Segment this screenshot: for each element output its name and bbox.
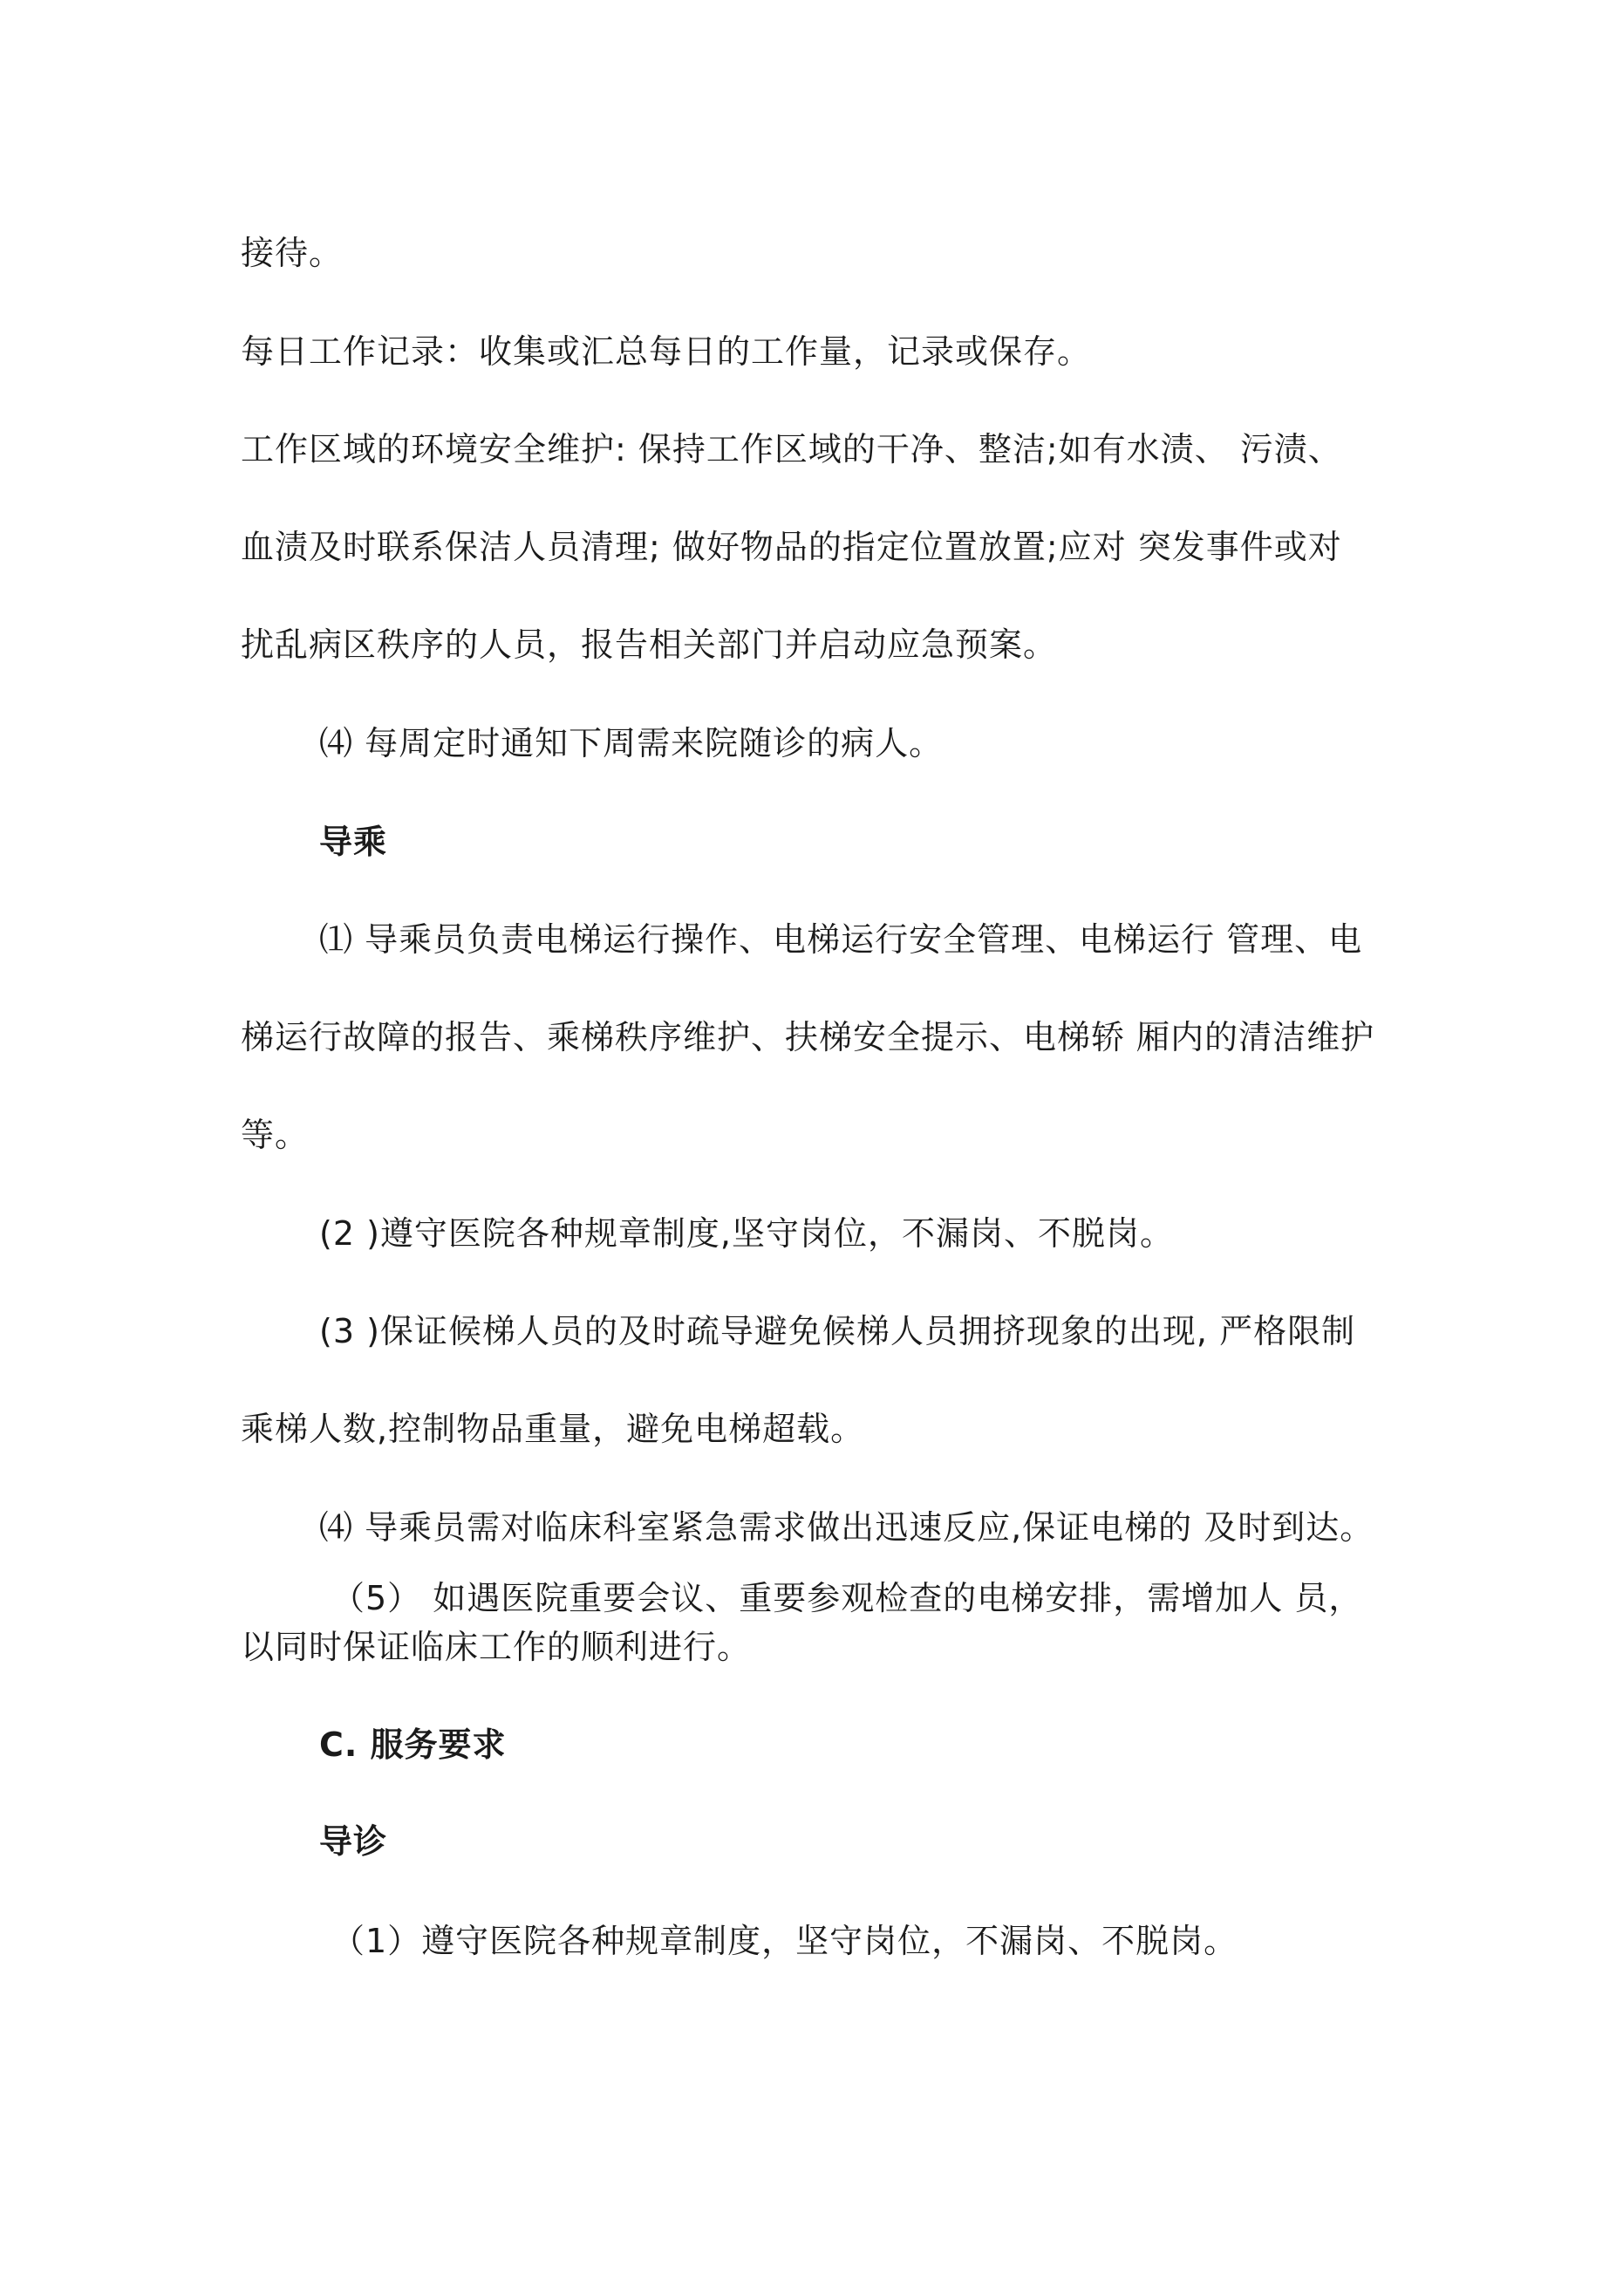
paragraph-line: 扰乱病区秩序的人员，报告相关部门并启动应急预案。 bbox=[241, 625, 1058, 664]
list-item: （5） 如遇医院重要会议、重要参观检查的电梯安排，需增加人 员， bbox=[331, 1579, 1363, 1617]
paragraph-line: 等。 bbox=[241, 1116, 310, 1154]
paragraph-line: 梯运行故障的报告、乘梯秩序维护、扶梯安全提示、电梯轿 厢内的清洁维护 bbox=[241, 1018, 1375, 1056]
section-heading: C. 服务要求 bbox=[319, 1725, 507, 1764]
list-item: (2 )遵守医院各种规章制度,坚守岗位，不漏岗、不脱岗。 bbox=[319, 1214, 1174, 1253]
list-item: ⑷ 导乘员需对临床科室紧急需求做出迅速反应,保证电梯的 及时到达。 bbox=[319, 1508, 1374, 1547]
paragraph-line: 以同时保证临床工作的顺利进行。 bbox=[241, 1628, 752, 1666]
section-heading: 导乘 bbox=[319, 823, 388, 861]
paragraph-line: 每日工作记录：收集或汇总每日的工作量，记录或保存。 bbox=[241, 332, 1092, 371]
paragraph-line: 接待。 bbox=[241, 234, 344, 272]
paragraph-line: 工作区域的环境安全维护: 保持工作区域的干净、整洁;如有水渍、 污渍、 bbox=[241, 430, 1342, 468]
list-item: ⑴ 导乘员负责电梯运行操作、电梯运行安全管理、电梯运行 管理、电 bbox=[319, 920, 1363, 959]
list-item: (3 )保证候梯人员的及时疏导避免候梯人员拥挤现象的出现, 严格限制 bbox=[319, 1312, 1356, 1350]
list-item: ⑷ 每周定时通知下周需来院随诊的病人。 bbox=[319, 724, 944, 762]
paragraph-line: 乘梯人数,控制物品重量，避免电梯超载。 bbox=[241, 1410, 865, 1448]
list-item: （1）遵守医院各种规章制度，坚守岗位，不漏岗、不脱岗。 bbox=[331, 1922, 1238, 1960]
paragraph-line: 血渍及时联系保洁人员清理; 做好物品的指定位置放置;应对 突发事件或对 bbox=[241, 528, 1342, 566]
section-heading: 导诊 bbox=[319, 1822, 388, 1861]
